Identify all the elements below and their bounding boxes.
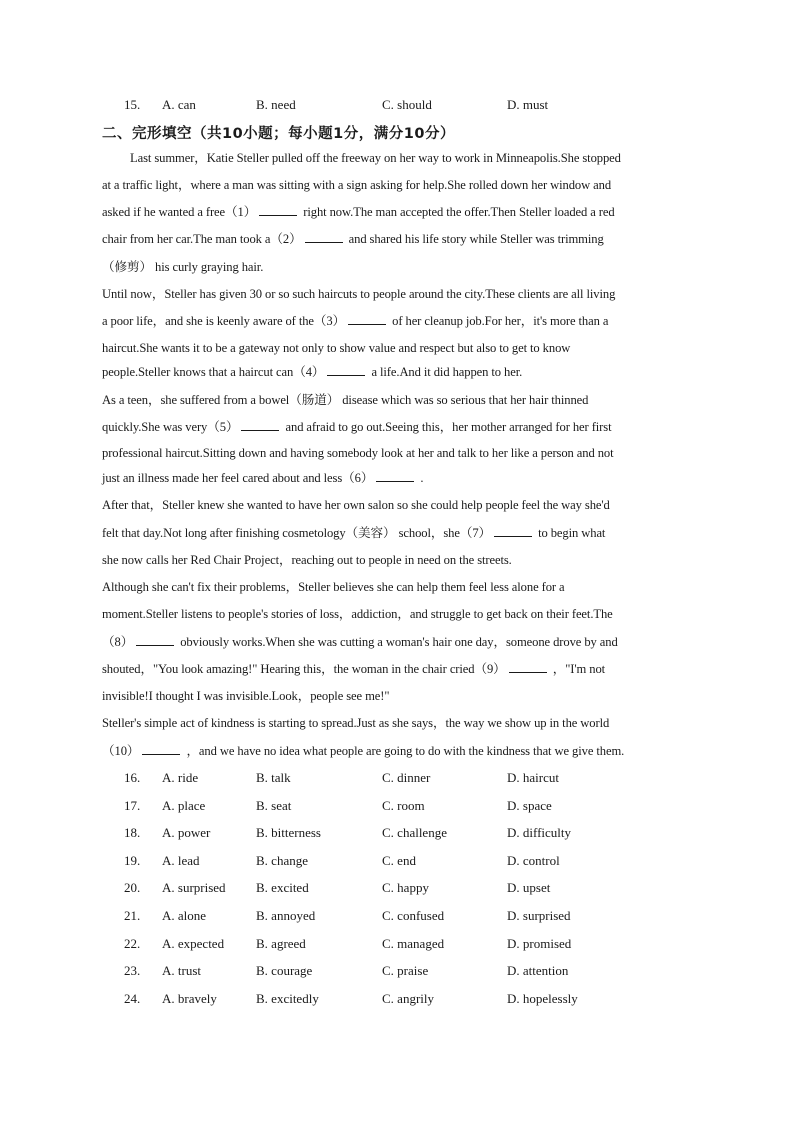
option-a: A. bravely (162, 990, 217, 1006)
passage-text: to begin what (535, 526, 606, 540)
passage-line: haircut.She wants it to be a gateway not only to show value and respect but also to get to know (102, 341, 571, 355)
question-number: 20. (124, 880, 141, 896)
option-b: B. bitterness (256, 825, 321, 841)
passage-line: professional haircut.Sitting down and having somebody look at her and talk to her like a person and not (102, 446, 614, 460)
passage-line: Until now，Steller has given 30 or so such haircuts to people around the city.These clients are all living (102, 287, 616, 301)
passage-text: shouted，"You look amazing!" Hearing this，the woman in the chair cried（9） (102, 662, 506, 676)
passage-text: obviously works.When she was cutting a woman's hair one day，someone drove by and (177, 635, 618, 649)
passage-line (102, 468, 702, 488)
option-c: C. room (382, 797, 425, 813)
option-a: A. ride (162, 770, 199, 785)
option-a: A. place (162, 797, 206, 813)
option-c: C. end (382, 852, 416, 868)
question-number: 15. (124, 97, 141, 112)
answer-blank (142, 742, 180, 755)
option-d: D. promised (507, 935, 572, 951)
passage-text: felt that day.Not long after finishing cosmetology（美容） school，she（7） (102, 526, 492, 540)
answer-blank (509, 660, 547, 673)
answer-blank (241, 418, 279, 431)
passage-line (102, 229, 702, 249)
passage-line (102, 632, 702, 652)
option-b: B. change (256, 852, 308, 868)
option-a: A. alone (162, 908, 207, 923)
option-b: B. agreed (256, 935, 306, 951)
option-b: B. talk (256, 770, 291, 785)
option-a: A. lead (162, 852, 200, 868)
option-d: D. must (507, 97, 549, 112)
answer-blank (305, 230, 343, 243)
option-c: C. happy (382, 880, 429, 896)
question-number: 17. (124, 797, 141, 813)
answer-blank (494, 524, 532, 537)
option-d: D. upset (507, 880, 551, 896)
passage-line: she now calls her Red Chair Project，reaching out to people in need on the streets. (102, 553, 512, 567)
passage-text: a poor life，and she is keenly aware of the（3） (102, 314, 346, 328)
passage-text: a life.And it did happen to her. (368, 365, 523, 379)
answer-blank (348, 312, 386, 325)
passage-text: ，and we have no idea what people are going to do with the kindness that we give them. (183, 744, 625, 758)
passage-line (102, 523, 702, 543)
question-number: 23. (124, 963, 141, 979)
passage-line (102, 659, 702, 679)
option-b: B. excited (256, 880, 309, 896)
passage-line (102, 202, 702, 222)
passage-line (102, 362, 702, 382)
option-d: D. space (507, 797, 552, 813)
question-number: 22. (124, 935, 141, 951)
passage-text: right now.The man accepted the offer.Then Steller loaded a red (300, 205, 615, 219)
passage-text: chair from her car.The man took a（2） (102, 232, 302, 246)
passage-line: As a teen，she suffered from a bowel（肠道） disease which was so serious that her hair thinned (102, 393, 589, 407)
option-d: D. haircut (507, 770, 559, 785)
option-d: D. hopelessly (507, 990, 578, 1006)
passage-line: Steller's simple act of kindness is starting to spread.Just as she says，the way we show up in the world (102, 716, 610, 730)
option-b: B. need (256, 97, 296, 112)
option-c: C. dinner (382, 770, 431, 785)
question-number: 19. (124, 852, 141, 868)
option-a: A. trust (162, 963, 201, 979)
passage-text: ，"I'm not (549, 662, 606, 676)
option-d: D. difficulty (507, 825, 572, 841)
question-number: 21. (124, 908, 141, 923)
passage-text: （8） (102, 635, 134, 649)
passage-text: quickly.She was very（5） (102, 420, 239, 434)
passage-line: invisible!I thought I was invisible.Look，people see me!" (102, 689, 390, 703)
option-c: C. praise (382, 963, 429, 979)
passage-text: asked if he wanted a free（1） (102, 205, 257, 219)
passage-text: people.Steller knows that a haircut can（4） (102, 365, 325, 379)
option-c: C. should (382, 97, 432, 112)
passage-text: （10） (102, 744, 140, 758)
question-number: 18. (124, 825, 141, 841)
answer-blank (259, 203, 297, 216)
passage-line: at a traffic light，where a man was sitting with a sign asking for help.She rolled down her window and (102, 178, 612, 192)
option-a: A. can (162, 97, 196, 112)
passage-line (102, 311, 702, 331)
section-title: 二、完形填空（共10小题；每小题1分，满分10分） (102, 126, 455, 142)
option-c: C. managed (382, 935, 445, 951)
option-d: D. surprised (507, 908, 571, 923)
question-number: 16. (124, 770, 141, 785)
option-b: B. seat (256, 797, 292, 813)
option-b: B. courage (256, 963, 313, 979)
passage-text: and afraid to go out.Seeing this，her mother arranged for her first (282, 420, 612, 434)
passage-line: Last summer，Katie Steller pulled off the freeway on her way to work in Minneapolis.She stopped (130, 151, 621, 165)
passage-line (102, 417, 702, 437)
option-c: C. angrily (382, 990, 434, 1006)
option-d: D. attention (507, 963, 569, 979)
option-d: D. control (507, 852, 560, 868)
passage-line: （修剪） his curly graying hair. (102, 260, 264, 274)
option-b: B. annoyed (256, 908, 316, 923)
option-a: A. expected (162, 935, 225, 951)
option-b: B. excitedly (256, 990, 319, 1006)
passage-text: and shared his life story while Steller was trimming (345, 232, 604, 246)
passage-line: After that，Steller knew she wanted to have her own salon so she could help people feel the way she'd (102, 498, 610, 512)
passage-line: Although she can't fix their problems，Steller believes she can help them feel less alone for a (102, 580, 565, 594)
question-number: 24. (124, 990, 141, 1006)
passage-text: . (417, 471, 424, 485)
answer-blank (376, 469, 414, 482)
passage-line: moment.Steller listens to people's stories of loss，addiction，and struggle to get back on their feet.The (102, 607, 613, 621)
option-a: A. surprised (162, 880, 226, 896)
passage-text: of her cleanup job.For her，it's more than a (389, 314, 609, 328)
answer-blank (327, 363, 365, 376)
option-c: C. confused (382, 908, 445, 923)
option-c: C. challenge (382, 825, 447, 841)
answer-blank (136, 633, 174, 646)
passage-text: just an illness made her feel cared about and less（6） (102, 471, 374, 485)
option-a: A. power (162, 825, 211, 841)
passage-line (102, 741, 702, 761)
